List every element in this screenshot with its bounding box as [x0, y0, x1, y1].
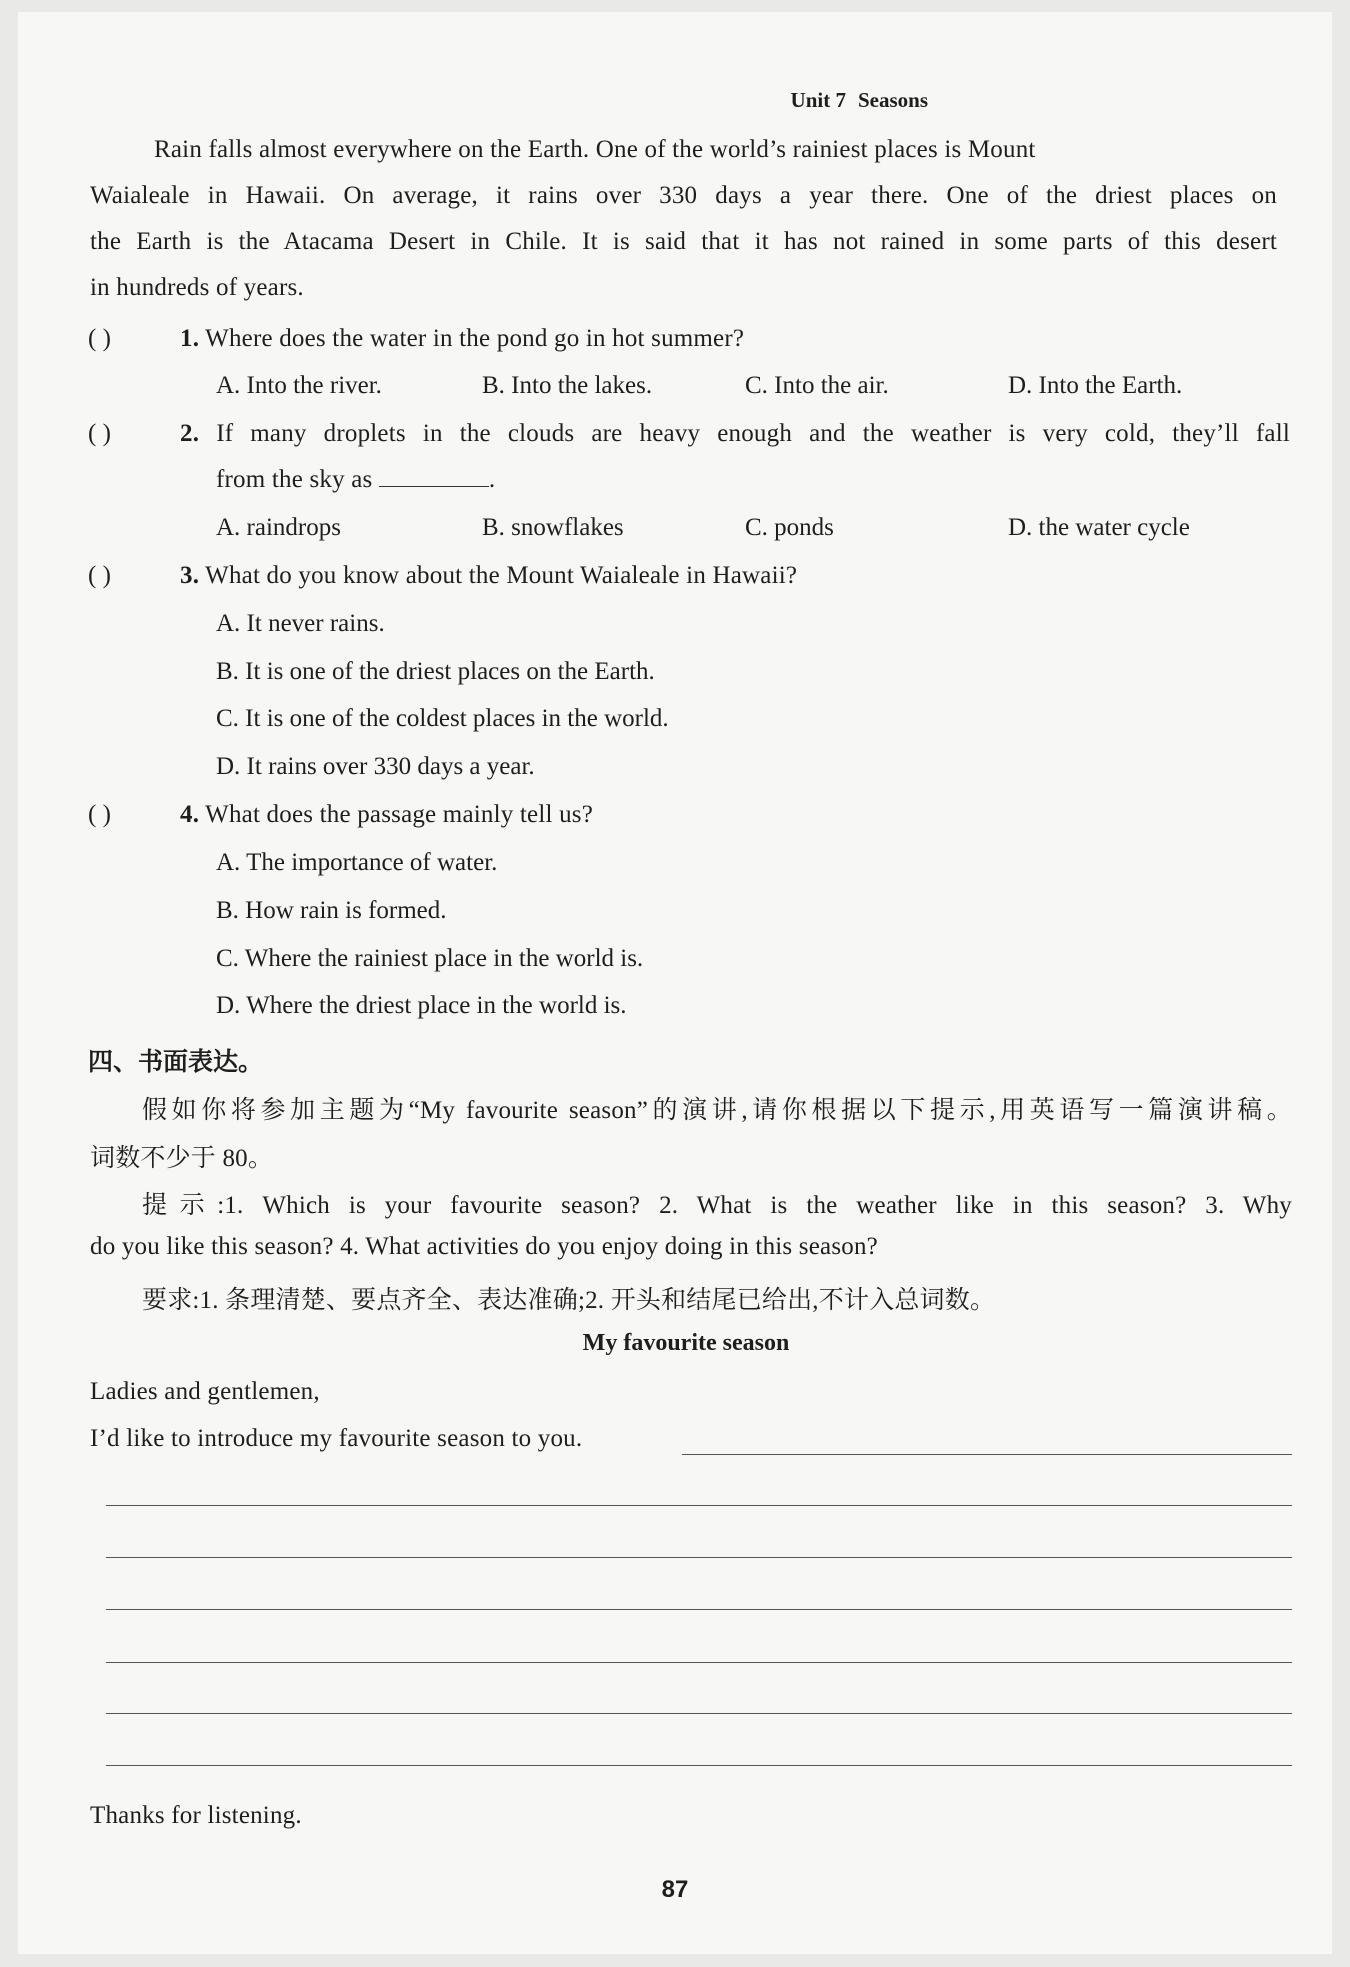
q4-option-d: D. Where the driest place in the world is.: [216, 992, 627, 1019]
instruction-line-2: 词数不少于 80。: [90, 1145, 274, 1172]
writing-line-5[interactable]: [106, 1662, 1292, 1663]
question-3: [180, 562, 797, 590]
greeting: Ladies and gentlemen,: [90, 1378, 320, 1405]
writing-line-3[interactable]: [106, 1557, 1292, 1558]
instruction-line-1: 假如你将参加主题为“My favourite season”的演讲,请你根据以下提示,用英语写一篇演讲稿。: [142, 1097, 1292, 1124]
writing-line-2[interactable]: [106, 1505, 1292, 1506]
answer-bracket-3[interactable]: ( ): [88, 562, 111, 589]
section-title: 四、书面表达。: [88, 1047, 264, 1076]
unit-label: Unit 7: [790, 88, 846, 112]
question-1: [180, 325, 744, 353]
q3-option-c: C. It is one of the coldest places in the world.: [216, 705, 669, 732]
question-number: 2.: [180, 420, 200, 447]
answer-bracket-2[interactable]: ( ): [88, 420, 111, 447]
q1-option-c: C. Into the air.: [745, 372, 889, 399]
question-number: 3.: [180, 562, 200, 589]
q1-option-a: A. Into the river.: [216, 372, 382, 399]
q4-option-b: B. How rain is formed.: [216, 897, 447, 924]
q4-option-c: C. Where the rainiest place in the world is.: [216, 945, 644, 972]
question-number: 1.: [180, 325, 200, 352]
opening-line: I’d like to introduce my favourite season to you.: [90, 1425, 583, 1452]
question-text: Where does the water in the pond go in hot summer?: [205, 325, 745, 352]
requirement: 要求:1. 条理清楚、要点齐全、表达准确;2. 开头和结尾已给出,不计入总词数。: [142, 1287, 996, 1314]
unit-topic: Seasons: [857, 88, 928, 112]
question-text-2: from the sky as: [216, 466, 373, 493]
question-2-continued: [216, 466, 495, 494]
q1-option-b: B. Into the lakes.: [482, 372, 653, 399]
writing-line-4[interactable]: [106, 1609, 1292, 1610]
writing-line-6[interactable]: [106, 1713, 1292, 1714]
closing-line: Thanks for listening.: [90, 1802, 302, 1829]
hint-line-2: do you like this season? 4. What activities do you enjoy doing in this season?: [90, 1233, 878, 1260]
q3-option-d: D. It rains over 330 days a year.: [216, 753, 535, 780]
q3-option-a: A. It never rains.: [216, 610, 385, 637]
hint-line-1: 提示:1. Which is your favourite season? 2. What is the weather like in this season? 3. Why: [142, 1192, 1292, 1219]
q1-option-d: D. Into the Earth.: [1008, 372, 1183, 399]
question-text: What do you know about the Mount Waialeale in Hawaii?: [205, 562, 798, 589]
question-text-end: .: [488, 466, 496, 493]
answer-bracket-1[interactable]: ( ): [88, 325, 111, 352]
essay-title: My favourite season: [582, 1330, 790, 1356]
writing-line-1[interactable]: [682, 1454, 1292, 1455]
worksheet-page: [18, 12, 1332, 1954]
answer-bracket-4[interactable]: ( ): [88, 801, 111, 828]
question-4: [180, 801, 593, 829]
q2-option-a: A. raindrops: [216, 514, 341, 541]
q2-option-c: C. ponds: [745, 514, 834, 541]
passage-line-2: Waialeale in Hawaii. On average, it rains over 330 days a year there. One of the driest places on: [90, 182, 1277, 209]
page-header: [18, 88, 1332, 113]
passage-line-3: the Earth is the Atacama Desert in Chile. It is said that it has not rained in some parts of this desert: [90, 228, 1277, 255]
question-number: 4.: [180, 801, 200, 828]
q2-option-b: B. snowflakes: [482, 514, 624, 541]
question-text: What does the passage mainly tell us?: [205, 801, 594, 828]
writing-line-7[interactable]: [106, 1765, 1292, 1766]
q4-option-a: A. The importance of water.: [216, 849, 498, 876]
question-text: If many droplets in the clouds are heavy enough and the weather is very cold, they’ll fall: [216, 420, 1290, 447]
q3-option-b: B. It is one of the driest places on the Earth.: [216, 658, 655, 685]
passage-line-1: Rain falls almost everywhere on the Earth. One of the world’s rainiest places is Mount: [154, 136, 1036, 163]
page-number: 87: [661, 1876, 689, 1903]
passage-line-4: in hundreds of years.: [90, 274, 304, 301]
q2-option-d: D. the water cycle: [1008, 514, 1190, 541]
fill-blank: [379, 466, 489, 487]
question-2: [180, 420, 1290, 448]
